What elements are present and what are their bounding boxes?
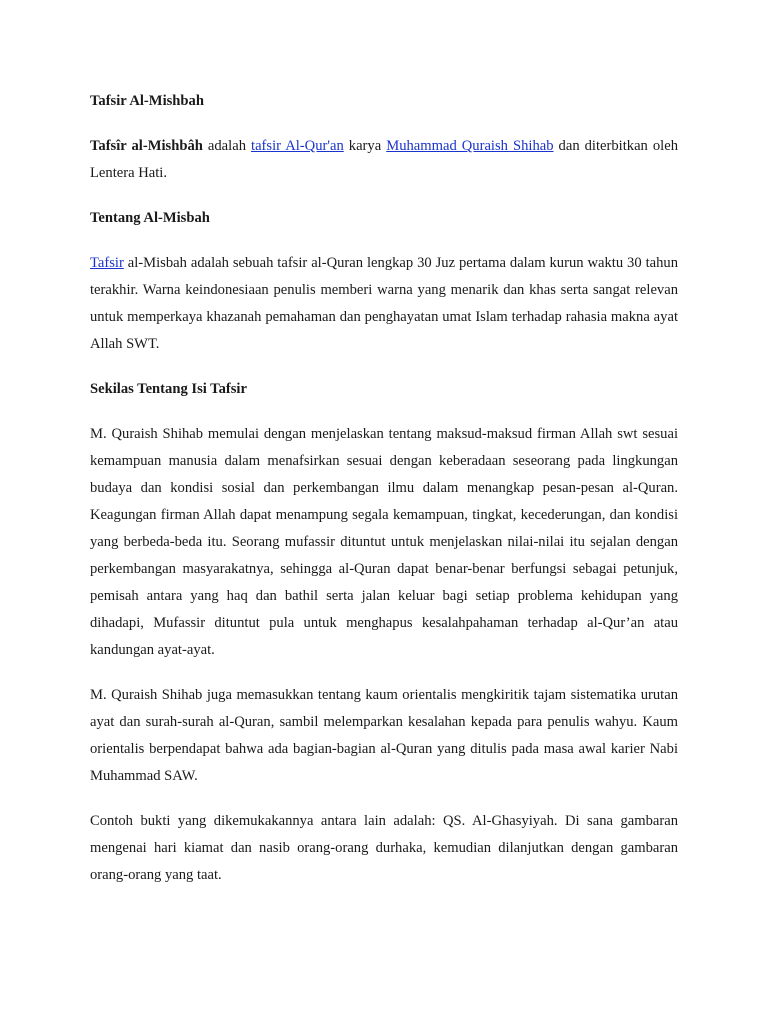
document-page [90,88,678,907]
section-heading-tentang: Tentang Al-Misbah [90,210,210,226]
link-muhammad-quraish-shihab[interactable]: Muhammad Quraish Shihab [386,138,554,154]
section1-text: al-Misbah adalah sebuah tafsir al-Quran lengkap 30 Juz pertama dalam kurun waktu 30 tahun terakhir. Warna keindonesiaan penulis memberi warna yang menarik dan khas serta sangat relevan untuk memperkaya khazanah pemahaman dan penghayatan umat Islam terhadap rahasia makna ayat Allah SWT. [90,255,678,352]
intro-bold-term: Tafsîr al-Mishbâh [90,138,203,154]
section2-paragraph-1: M. Quraish Shihab memulai dengan menjelaskan tentang maksud-maksud firman Allah swt sesuai kemampuan manusia dalam menafsirkan sesuai dengan keberadaan seseorang pada lingkungan budaya dan kondisi sosial dan perkembangan ilmu dalam menangkap pesan-pesan al-Quran. Keagungan firman Allah dapat menampung segala kemampuan, tingkat, kecederungan, dan kondisi yang berbeda-beda itu. Seorang mufassir dituntut untuk menjelaskan nilai-nilai itu sejalan dengan perkembangan masyarakatnya, sehingga al-Quran dapat benar-benar berfungsi sebagai petunjuk, pemisah antara yang haq dan bathil serta jalan keluar bagi setiap problema kehidupan yang dihadapi, Mufassir dituntut pula untuk menghapus kesalahpahaman terhadap al-Qur’an atau kandungan ayat-ayat. [90,426,678,658]
link-tafsir-al-quran[interactable]: tafsir Al-Qur'an [251,138,344,154]
section-heading-sekilas: Sekilas Tentang Isi Tafsir [90,381,247,397]
section1-paragraph [90,250,678,358]
intro-text-3: dan diterbitkan oleh Lentera Hati. [90,138,678,181]
intro-paragraph [90,133,678,187]
section2-paragraph-2: M. Quraish Shihab juga memasukkan tentang kaum orientalis mengkiritik tajam sistematika urutan ayat dan surah-surah al-Quran, sambil melemparkan kesalahan kepada para penulis wahyu. Kaum orientalis berpendapat bahwa ada bagian-bagian al-Quran yang ditulis pada masa awal karier Nabi Muhammad SAW. [90,687,678,784]
section2-paragraph-3: Contoh bukti yang dikemukakannya antara lain adalah: QS. Al-Ghasyiyah. Di sana gambaran mengenai hari kiamat dan nasib orang-orang durhaka, kemudian dilanjutkan dengan gambaran orang-orang yang taat. [90,813,678,883]
intro-text-2: karya [343,138,387,154]
link-tafsir[interactable]: Tafsir [90,255,124,271]
document-title: Tafsir Al-Mishbah [90,93,204,109]
intro-text-1: adalah [202,138,252,154]
